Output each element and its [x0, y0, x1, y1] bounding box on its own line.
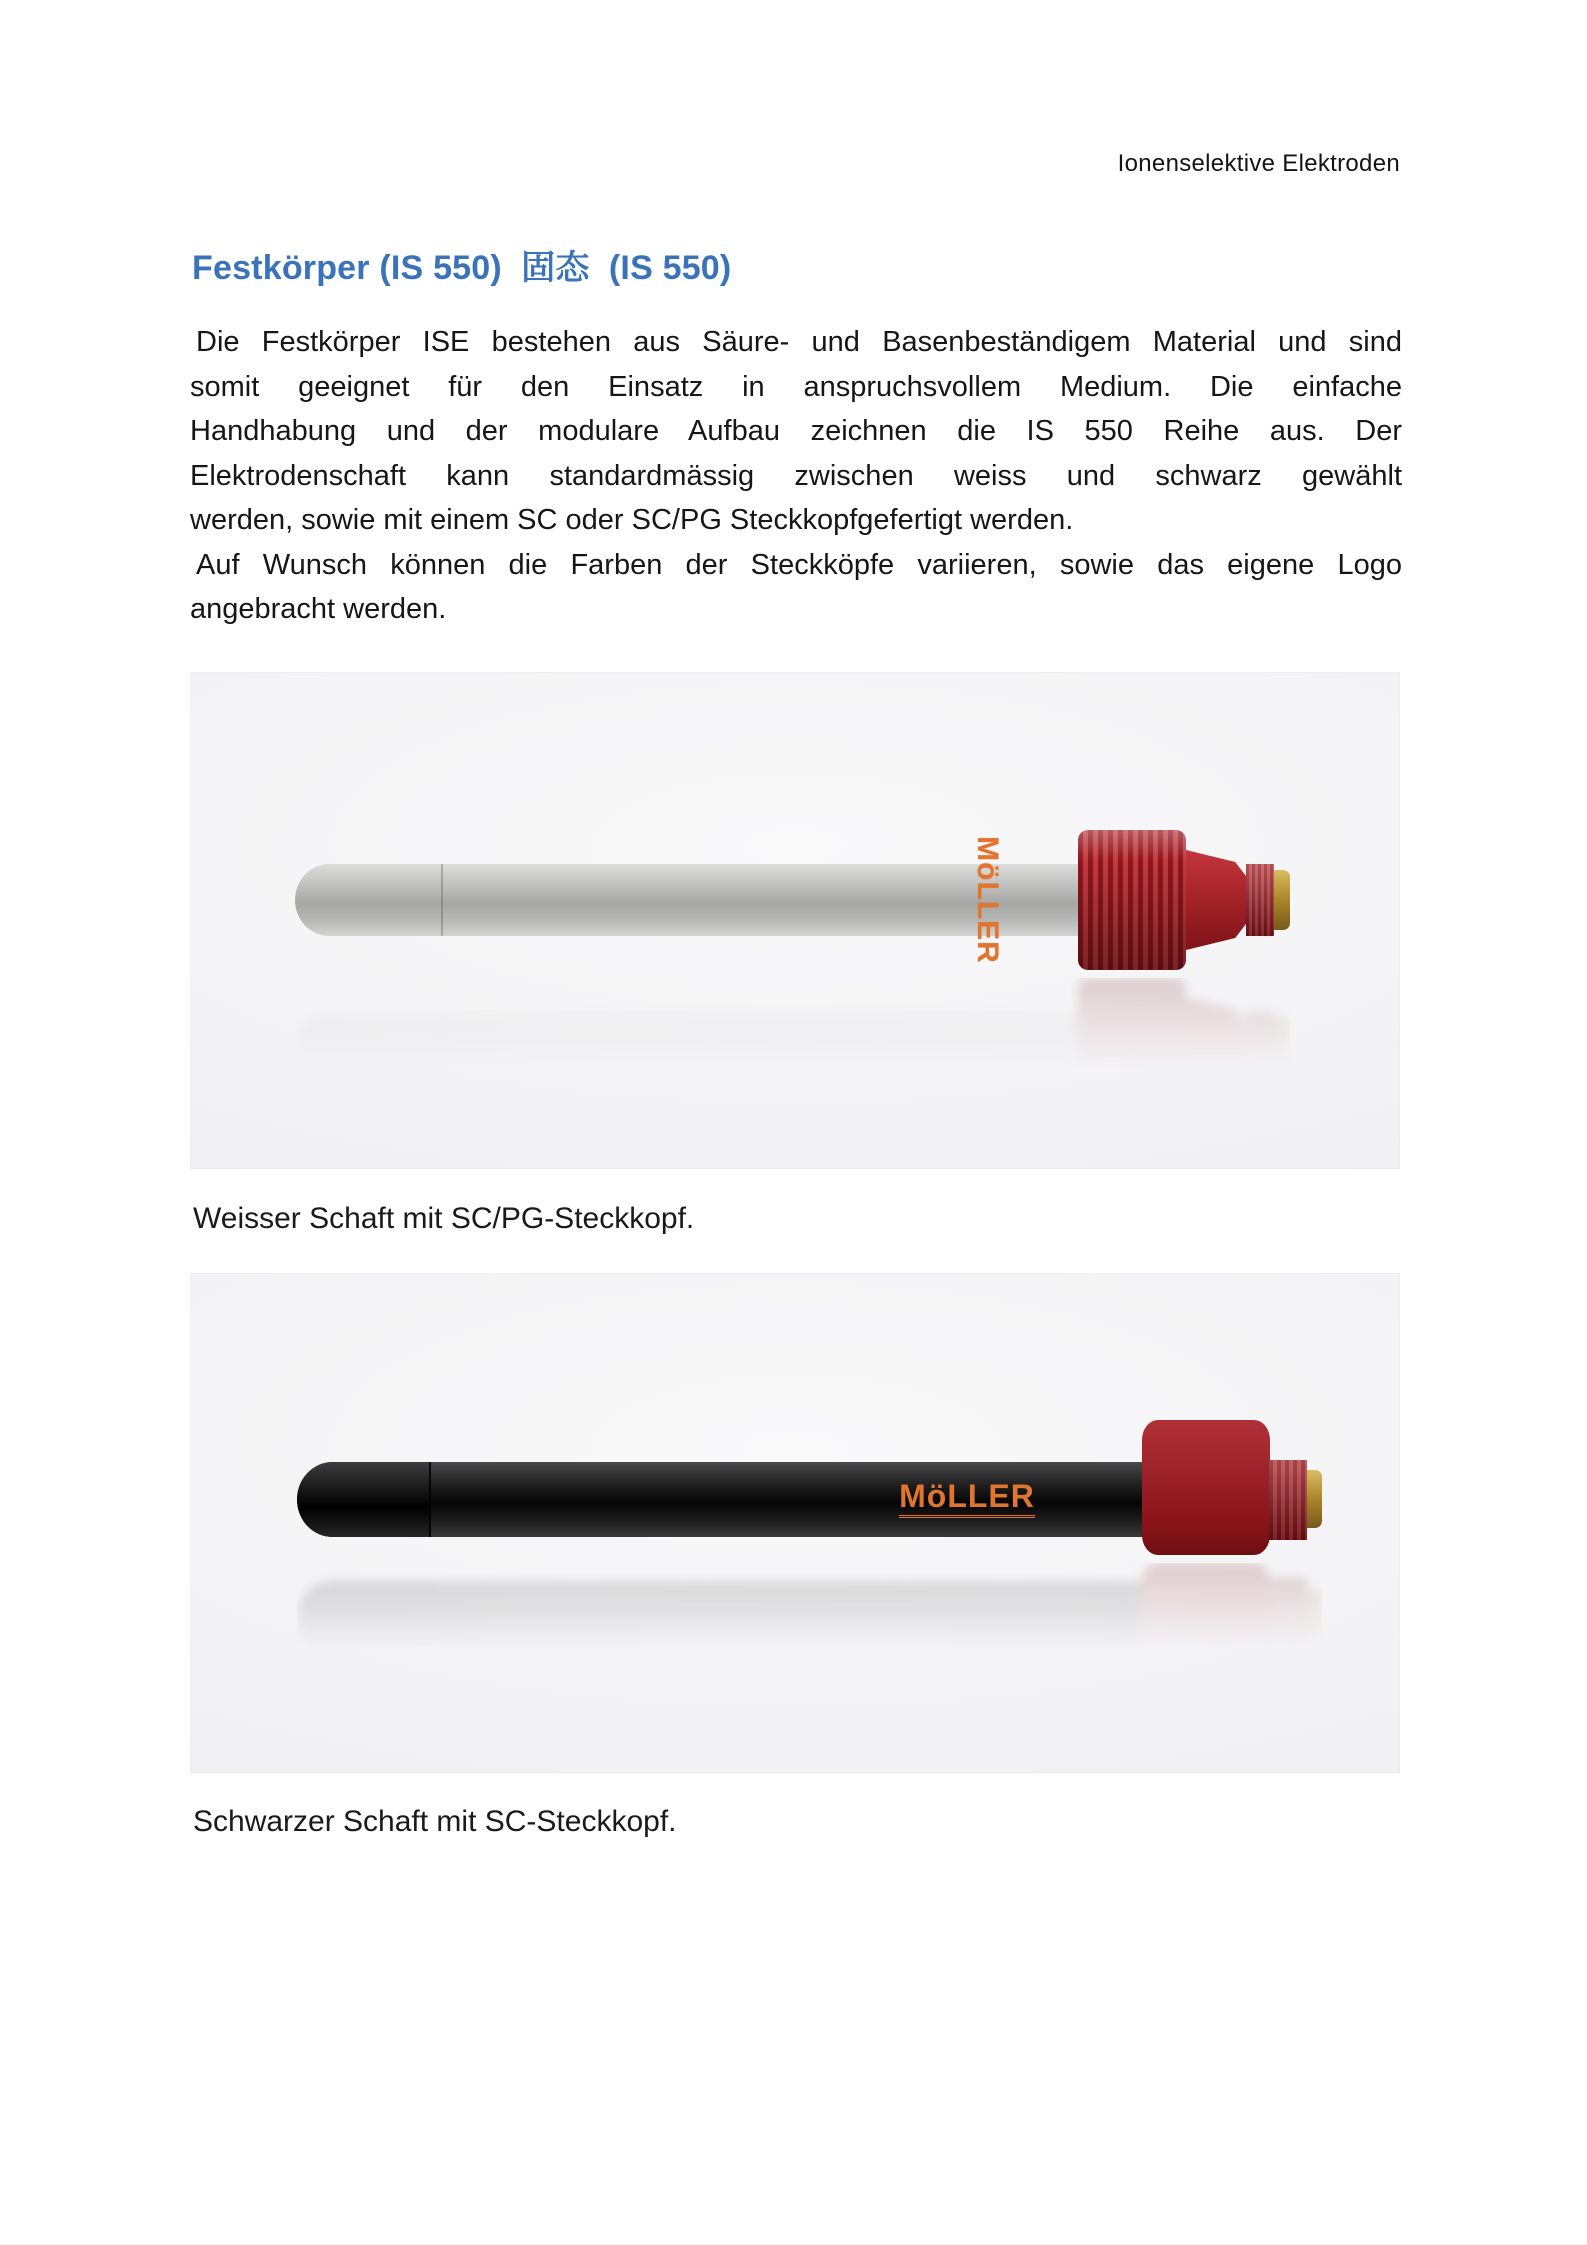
- brass-contact: [1274, 870, 1290, 930]
- page-header-text: Ionenselektive Elektroden: [1117, 150, 1400, 177]
- electrode-photo-black-shaft: [190, 1273, 1400, 1773]
- brass-contact: [1307, 1470, 1322, 1528]
- electrode-reflection: [297, 1563, 1322, 1698]
- electrode-reflection: [295, 978, 1290, 1118]
- body-line: werden, sowie mit einem SC oder SC/PG Steckkopfgefertigt werden.: [190, 504, 1074, 536]
- brand-logo: MöLLER: [905, 1466, 1029, 1530]
- body-line: Auf Wunsch können die Farben der Steckköpfe variieren, sowie das eigene Logo: [196, 548, 1402, 581]
- body-line: Die Festkörper ISE bestehen aus Säure- und Basenbeständigem Material und sind: [196, 326, 1402, 358]
- figure-caption-black: Schwarzer Schaft mit SC-Steckkopf.: [193, 1805, 677, 1838]
- page-title: Festkörper (IS 550) 固态 (IS 550): [192, 249, 732, 287]
- electrode-tip: [297, 1462, 431, 1537]
- sc-thread: [1246, 864, 1274, 936]
- pg-thread: [1078, 830, 1186, 970]
- brand-logo: MöLLER: [971, 836, 1005, 964]
- hex-nut: [1186, 850, 1246, 950]
- body-line: Handhabung und der modulare Aufbau zeichnen die IS 550 Reihe aus. Der: [190, 415, 1402, 447]
- electrode-photo-white-shaft: [190, 672, 1400, 1169]
- body-line: Elektrodenschaft kann standardmässig zwischen weiss und schwarz gewählt: [190, 459, 1402, 492]
- body-paragraphs: [190, 320, 1402, 632]
- sc-head: [1142, 1420, 1270, 1555]
- electrode-white: [295, 830, 1290, 970]
- figure-caption-white: Weisser Schaft mit SC/PG-Steckkopf.: [193, 1202, 695, 1235]
- body-line: angebracht werden.: [190, 593, 447, 625]
- body-line: somit geeignet für den Einsatz in anspruchsvollem Medium. Die einfache: [190, 370, 1402, 403]
- electrode-tip: [295, 864, 443, 936]
- electrode-black: [297, 1420, 1322, 1555]
- sc-thread: [1269, 1460, 1307, 1540]
